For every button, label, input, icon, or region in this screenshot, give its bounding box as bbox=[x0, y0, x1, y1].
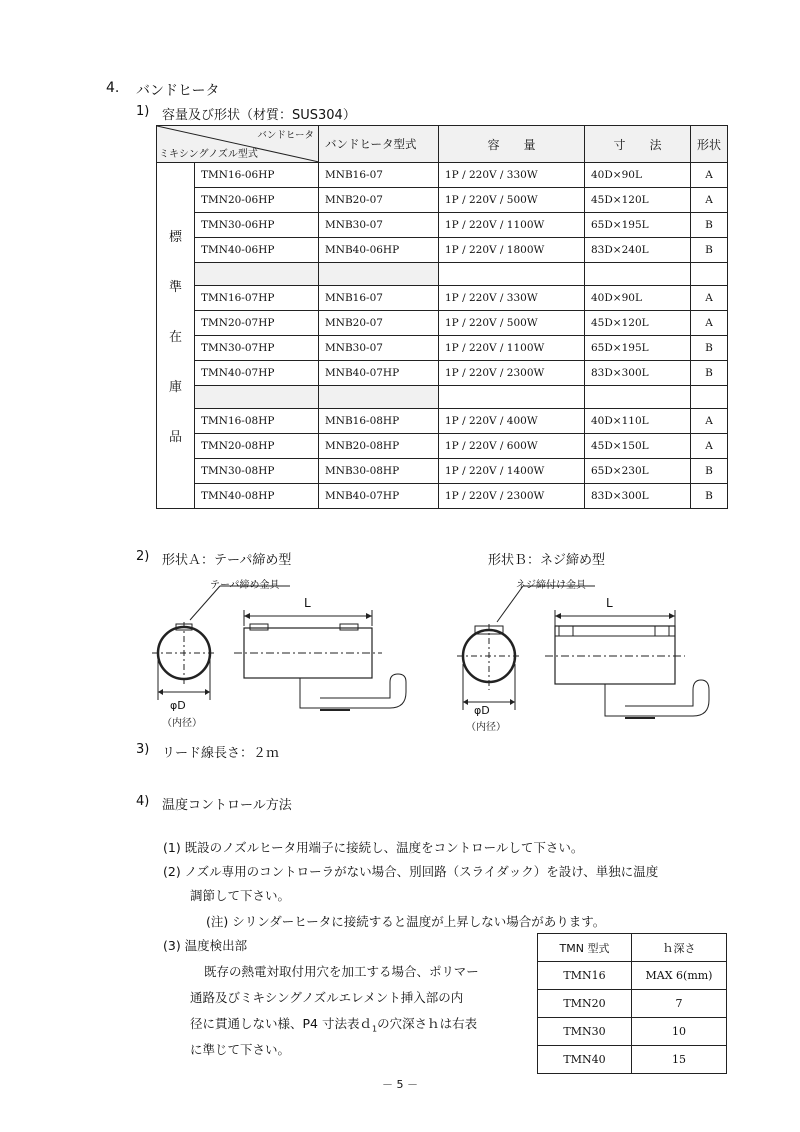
table-row bbox=[157, 484, 728, 509]
cell-capacity: 1P / 220V / 600W bbox=[439, 434, 585, 459]
table-row bbox=[157, 188, 728, 213]
cell-heater-model: MNB40-07HP bbox=[319, 361, 439, 386]
table-row bbox=[157, 286, 728, 311]
header-dimension: 寸 法 bbox=[585, 126, 691, 163]
label-inner-b: （内径） bbox=[466, 722, 506, 733]
depth-cell-depth: MAX 6(mm) bbox=[632, 962, 727, 990]
label-length-a: L bbox=[304, 596, 311, 610]
item-3-para-line4: に準じて下さい。 bbox=[190, 1042, 291, 1057]
cell-dimension bbox=[585, 386, 691, 409]
cell-heater-model: MNB20-07 bbox=[319, 188, 439, 213]
cell-dimension: 40D×90L bbox=[585, 286, 691, 311]
cell-dimension: 45D×120L bbox=[585, 311, 691, 336]
cell-shape bbox=[691, 386, 728, 409]
header-capacity: 容 量 bbox=[439, 126, 585, 163]
header-heater-label: バンドヒータ bbox=[257, 130, 314, 141]
item-3-para-line2: 通路及びミキシングノズルエレメント挿入部の内 bbox=[190, 990, 464, 1005]
depth-row bbox=[538, 962, 727, 990]
note: (注) シリンダーヒータに接続すると温度が上昇しない場合があります。 bbox=[206, 914, 606, 929]
table-row bbox=[157, 238, 728, 263]
cell-heater-model: MNB30-08HP bbox=[319, 459, 439, 484]
sub1-title: 容量及び形状（材質：SUS304） bbox=[162, 108, 356, 123]
label-length-b: L bbox=[606, 596, 613, 610]
cell-heater-model: MNB16-07 bbox=[319, 163, 439, 188]
cell-dimension bbox=[585, 263, 691, 286]
cell-nozzle-model: TMN16-06HP bbox=[195, 163, 319, 188]
sub2-number: 2) bbox=[136, 549, 150, 564]
label-screw-fitting: ネジ締付け金具 bbox=[516, 580, 586, 591]
cell-nozzle-model: TMN40-06HP bbox=[195, 238, 319, 263]
table-header-corner bbox=[157, 126, 319, 163]
side-label-standard-stock bbox=[157, 163, 195, 509]
label-phiD-b: φD bbox=[474, 704, 490, 717]
item-2-line2: 調節して下さい。 bbox=[190, 888, 291, 903]
cell-dimension: 83D×300L bbox=[585, 484, 691, 509]
page-number: － 5 － bbox=[382, 1078, 418, 1091]
lead-wire-length: リード線長さ：２ｍ bbox=[162, 746, 280, 761]
label-inner-a: （内径） bbox=[162, 718, 202, 729]
shape-b-title: 形状Ｂ：ネジ締め型 bbox=[488, 553, 606, 568]
cell-dimension: 40D×110L bbox=[585, 409, 691, 434]
cell-capacity: 1P / 220V / 1100W bbox=[439, 213, 585, 238]
cell-nozzle-model bbox=[195, 263, 319, 286]
cell-heater-model: MNB40-07HP bbox=[319, 484, 439, 509]
cell-shape: B bbox=[691, 459, 728, 484]
cell-shape: A bbox=[691, 434, 728, 459]
depth-row bbox=[538, 990, 727, 1018]
cell-shape: A bbox=[691, 311, 728, 336]
cell-capacity: 1P / 220V / 330W bbox=[439, 286, 585, 311]
cell-capacity: 1P / 220V / 500W bbox=[439, 188, 585, 213]
side-label-char: 庫 bbox=[168, 380, 182, 395]
depth-cell-model: TMN30 bbox=[538, 1018, 632, 1046]
cell-shape: A bbox=[691, 286, 728, 311]
cell-shape: B bbox=[691, 213, 728, 238]
table-row bbox=[157, 311, 728, 336]
sub4-title: 温度コントロール方法 bbox=[162, 798, 292, 813]
cell-capacity: 1P / 220V / 330W bbox=[439, 163, 585, 188]
cell-dimension: 83D×300L bbox=[585, 361, 691, 386]
depth-cell-depth: 7 bbox=[632, 990, 727, 1018]
section-number: 4. bbox=[106, 80, 120, 96]
table-row bbox=[157, 361, 728, 386]
cell-nozzle-model bbox=[195, 386, 319, 409]
cell-heater-model: MNB20-08HP bbox=[319, 434, 439, 459]
side-label-char: 標 bbox=[168, 230, 182, 245]
sub1-number: 1) bbox=[136, 104, 150, 119]
cell-shape bbox=[691, 263, 728, 286]
cell-capacity: 1P / 220V / 2300W bbox=[439, 484, 585, 509]
cell-nozzle-model: TMN16-07HP bbox=[195, 286, 319, 311]
shape-b-drawing bbox=[455, 570, 745, 730]
cell-heater-model: MNB30-07 bbox=[319, 213, 439, 238]
table-row bbox=[157, 336, 728, 361]
side-label-char: 準 bbox=[168, 280, 182, 295]
cell-nozzle-model: TMN16-08HP bbox=[195, 409, 319, 434]
cell-nozzle-model: TMN20-06HP bbox=[195, 188, 319, 213]
cell-heater-model bbox=[319, 263, 439, 286]
label-phiD-a: φD bbox=[170, 699, 186, 712]
cell-dimension: 65D×230L bbox=[585, 459, 691, 484]
header-nozzle-label: ミキシングノズル型式 bbox=[159, 149, 258, 160]
depth-cell-model: TMN20 bbox=[538, 990, 632, 1018]
cell-capacity: 1P / 220V / 400W bbox=[439, 409, 585, 434]
table-row bbox=[157, 434, 728, 459]
depth-header-h: ｈ深さ bbox=[632, 934, 727, 962]
cell-dimension: 65D×195L bbox=[585, 213, 691, 238]
label-taper-fitting: テーパ締め金具 bbox=[210, 580, 280, 591]
depth-cell-model: TMN16 bbox=[538, 962, 632, 990]
cell-nozzle-model: TMN20-08HP bbox=[195, 434, 319, 459]
table-row bbox=[157, 213, 728, 238]
table-row bbox=[157, 459, 728, 484]
depth-cell-model: TMN40 bbox=[538, 1046, 632, 1074]
cell-heater-model bbox=[319, 386, 439, 409]
cell-shape: A bbox=[691, 163, 728, 188]
section-title: バンドヒータ bbox=[136, 83, 220, 99]
cell-capacity: 1P / 220V / 1400W bbox=[439, 459, 585, 484]
sub3-number: 3) bbox=[136, 742, 150, 757]
sub4-number: 4) bbox=[136, 794, 150, 809]
item-1: (1) 既設のノズルヒータ用端子に接続し、温度をコントロールして下さい。 bbox=[163, 840, 584, 855]
cell-shape: B bbox=[691, 336, 728, 361]
header-shape: 形状 bbox=[691, 126, 728, 163]
side-label-char: 在 bbox=[168, 330, 182, 345]
header-model: バンドヒータ型式 bbox=[319, 126, 439, 163]
side-label-char: 品 bbox=[168, 430, 182, 445]
cell-heater-model: MNB40-06HP bbox=[319, 238, 439, 263]
cell-capacity: 1P / 220V / 2300W bbox=[439, 361, 585, 386]
table-row bbox=[157, 386, 728, 409]
cell-nozzle-model: TMN40-08HP bbox=[195, 484, 319, 509]
depth-cell-depth: 15 bbox=[632, 1046, 727, 1074]
cell-heater-model: MNB20-07 bbox=[319, 311, 439, 336]
cell-heater-model: MNB16-08HP bbox=[319, 409, 439, 434]
spec-table bbox=[156, 125, 728, 509]
table-row bbox=[157, 263, 728, 286]
cell-nozzle-model: TMN40-07HP bbox=[195, 361, 319, 386]
item-3-para-line1: 既存の熱電対取付用穴を加工する場合、ポリマー bbox=[204, 964, 479, 979]
item-3-title: (3) 温度検出部 bbox=[163, 938, 248, 953]
cell-capacity bbox=[439, 386, 585, 409]
cell-shape: A bbox=[691, 188, 728, 213]
cell-nozzle-model: TMN20-07HP bbox=[195, 311, 319, 336]
cell-shape: A bbox=[691, 409, 728, 434]
cell-heater-model: MNB16-07 bbox=[319, 286, 439, 311]
cell-dimension: 45D×150L bbox=[585, 434, 691, 459]
table-row bbox=[157, 163, 728, 188]
cell-heater-model: MNB30-07 bbox=[319, 336, 439, 361]
depth-header-model: TMN 型式 bbox=[538, 934, 632, 962]
cell-shape: B bbox=[691, 484, 728, 509]
cell-dimension: 65D×195L bbox=[585, 336, 691, 361]
depth-row bbox=[538, 1046, 727, 1074]
cell-capacity bbox=[439, 263, 585, 286]
cell-nozzle-model: TMN30-06HP bbox=[195, 213, 319, 238]
cell-shape: B bbox=[691, 361, 728, 386]
cell-shape: B bbox=[691, 238, 728, 263]
shape-a-title: 形状Ａ：テーパ締め型 bbox=[162, 553, 292, 568]
depth-row bbox=[538, 1018, 727, 1046]
cell-nozzle-model: TMN30-07HP bbox=[195, 336, 319, 361]
item-3-para-line3: 径に貫通しない様、P4 寸法表ｄ$_1$の穴深さｈは右表 bbox=[190, 1016, 478, 1034]
item-2-line1: (2) ノズル専用のコントローラがない場合、別回路（スライダック）を設け、単独に温度 bbox=[163, 864, 659, 879]
cell-dimension: 83D×240L bbox=[585, 238, 691, 263]
cell-dimension: 45D×120L bbox=[585, 188, 691, 213]
cell-dimension: 40D×90L bbox=[585, 163, 691, 188]
shape-a-drawing bbox=[150, 570, 440, 730]
cell-capacity: 1P / 220V / 500W bbox=[439, 311, 585, 336]
cell-capacity: 1P / 220V / 1800W bbox=[439, 238, 585, 263]
cell-nozzle-model: TMN30-08HP bbox=[195, 459, 319, 484]
table-row bbox=[157, 409, 728, 434]
cell-capacity: 1P / 220V / 1100W bbox=[439, 336, 585, 361]
depth-cell-depth: 10 bbox=[632, 1018, 727, 1046]
depth-table bbox=[537, 933, 727, 1074]
